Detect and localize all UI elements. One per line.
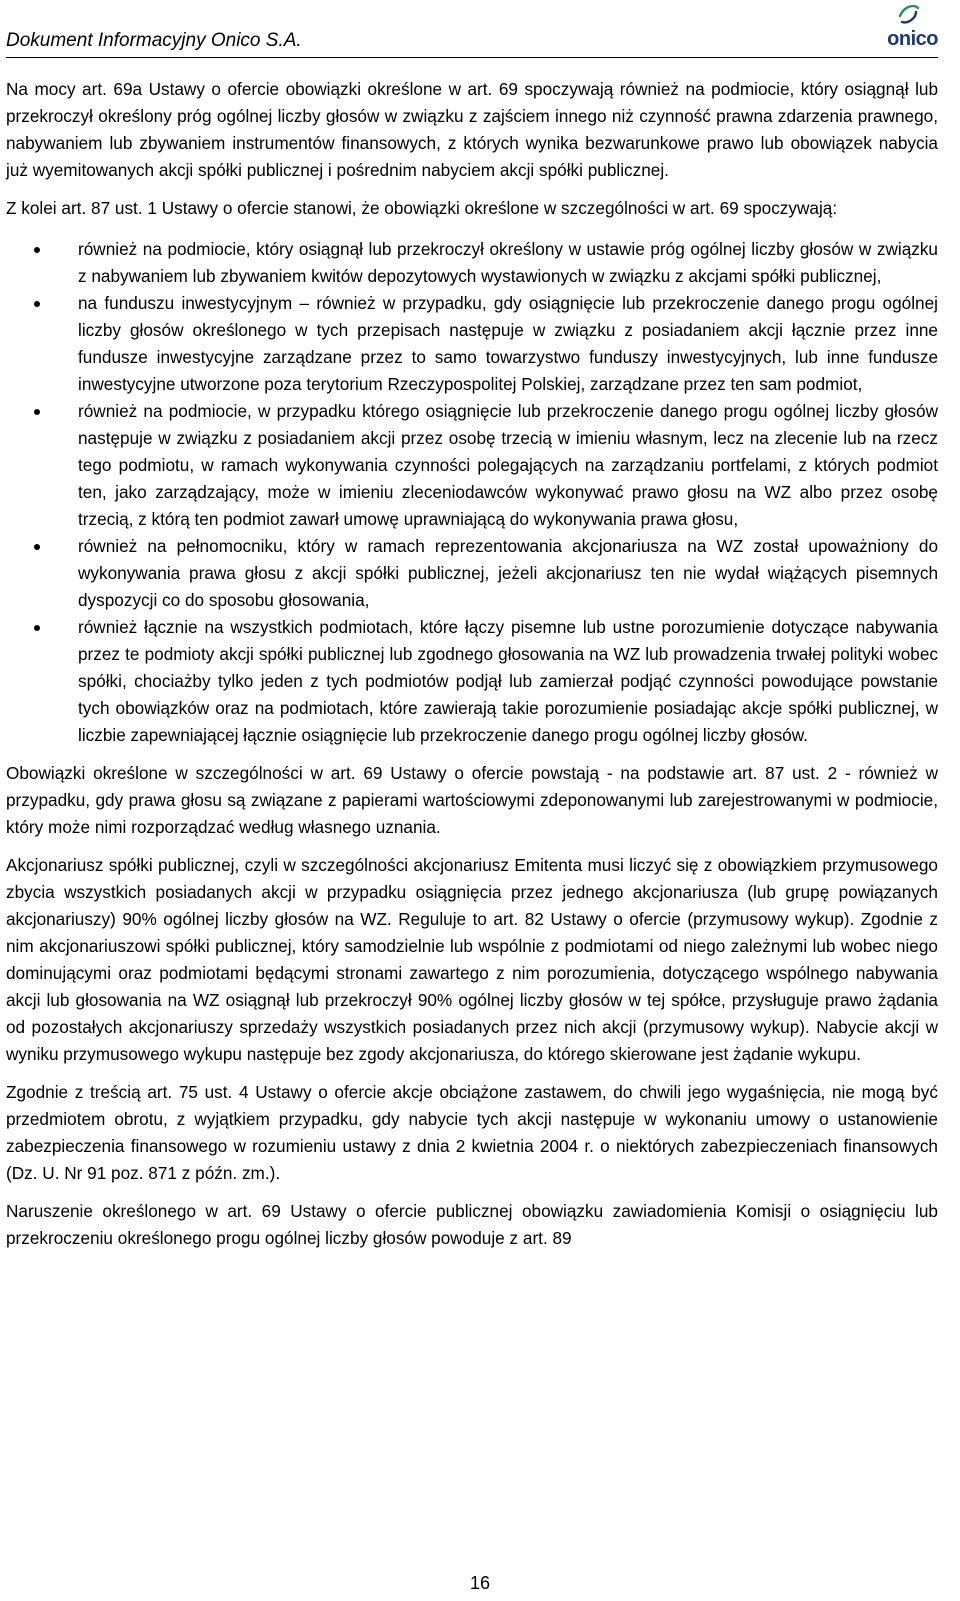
list-item-text: również łącznie na wszystkich podmiotach, które łączy pisemne lub ustne porozumienie dotyczące nabywania przez te podmioty akcji spółki publicznej lub zgodnego głosowania na WZ lub prowadzenia trwałej polityki wobec spółki, chociażby tylko jeden z tych podmiotów podjął lub zamierzał podjąć czynności powodujące powstanie tych obowiązków oraz na podmiotach, które zawierają takie porozumienie posiadając akcje spółki publicznej, w liczbie zapewniającej łącznie osiągnięcie lub przekroczenie danego progu ogólnej liczby głosów. [78, 617, 938, 745]
page-header [6, 0, 938, 58]
paragraph: Na mocy art. 69a Ustawy o ofercie obowiązki określone w art. 69 spoczywają również na podmiocie, który osiągnął lub przekroczył określony próg ogólnej liczby głosów w związku z zajściem innego niż czynność prawna zdarzenia prawnego, nabywaniem lub zbywaniem instrumentów finansowych, z których wynika bezwarunkowe prawo lub obowiązek nabycia już wyemitowanych akcji spółki publicznej i pośrednim nabyciem akcji spółki publicznej. [6, 79, 938, 180]
onico-logo-icon [896, 2, 922, 26]
list-item-text: również na podmiocie, w przypadku którego osiągnięcie lub przekroczenie danego progu ogólnej liczby głosów następuje w związku z posiadaniem akcji przez osobę trzecią w imieniu własnym, lecz na zlecenie lub na rzecz tego podmiotu, w ramach wykonywania czynności polegających na zarządzaniu portfelami, z których podmiot ten, jako zarządzający, może w imieniu zleceniodawców wykonywać prawo głosu na WZ albo przez osobę trzecią, z którą ten podmiot zawarł umowę uprawniającą do wykonywania prawa głosu, [78, 401, 938, 529]
bullet-icon [34, 247, 40, 253]
list-item-text: na funduszu inwestycyjnym – również w przypadku, gdy osiągnięcie lub przekroczenie danego progu ogólnej liczby głosów określonego w tych przepisach następuje w związku z posiadaniem akcji łącznie przez inne fundusze inwestycyjne zarządzane przez to samo towarzystwo funduszy inwestycyjnych, lub inne fundusze inwestycyjne utworzone poza terytorium Rzeczypospolitej Polskiej, zarządzane przez ten sam podmiot, [78, 293, 938, 394]
list-item [6, 533, 938, 614]
bullet-icon [34, 301, 40, 307]
logo-text: onico [887, 28, 938, 50]
paragraph: Naruszenie określonego w art. 69 Ustawy o ofercie publicznej obowiązku zawiadomienia Komisji o osiągnięciu lub przekroczeniu określonego progu ogólnej liczby głosów powoduje z art. 89 [6, 1201, 938, 1248]
list-item-text: również na pełnomocniku, który w ramach reprezentowania akcjonariusza na WZ został upoważniony do wykonywania prawa głosu z akcji spółki publicznej, jeżeli akcjonariusz ten nie wydał wiążących pisemnych dyspozycji co do sposobu głosowania, [78, 536, 938, 610]
list-item [6, 290, 938, 398]
paragraph: Zgodnie z treścią art. 75 ust. 4 Ustawy o ofercie akcje obciążone zastawem, do chwili jego wygaśnięcia, nie mogą być przedmiotem obrotu, z wyjątkiem przypadku, gdy nabycie tych akcji następuje w wykonaniu umowy o ustanowienie zabezpieczenia finansowego w rozumieniu ustawy z dnia 2 kwietnia 2004 r. o niektórych zabezpieczeniach finansowych (Dz. U. Nr 91 poz. 871 z późn. zm.). [6, 1082, 938, 1183]
list-item-text: również na podmiocie, który osiągnął lub przekroczył określony w ustawie próg ogólnej liczby głosów w związku z nabywaniem lub zbywaniem kwitów depozytowych wystawionych w związku z akcjami spółki publicznej, [78, 239, 938, 286]
paragraph: Obowiązki określone w szczególności w art. 69 Ustawy o ofercie powstają - na podstawie art. 87 ust. 2 - również w przypadku, gdy prawa głosu są związane z papierami wartościowymi zdeponowanymi lub zarejestrowanymi w podmiocie, który może nimi rozporządzać według własnego uznania. [6, 763, 938, 837]
list-item [6, 398, 938, 533]
list-item [6, 614, 938, 749]
bullet-icon [34, 409, 40, 415]
bullet-icon [34, 625, 40, 631]
bullet-icon [34, 544, 40, 550]
bullet-list [6, 236, 938, 749]
document-title: Dokument Informacyjny Onico S.A. [6, 30, 302, 51]
company-logo [874, 2, 938, 52]
page-number: 16 [469, 1573, 491, 1593]
paragraph: Akcjonariusz spółki publicznej, czyli w szczególności akcjonariusz Emitenta musi liczyć się z obowiązkiem przymusowego zbycia wszystkich posiadanych akcji w przypadku osiągnięcia przez jednego akcjonariusza (lub grupę powiązanych akcjonariuszy) 90% ogólnej liczby głosów na WZ. Reguluje to art. 82 Ustawy o ofercie (przymusowy wykup). Zgodnie z nim akcjonariuszowi spółki publicznej, który samodzielnie lub wspólnie z podmiotami od niego zależnymi lub wobec niego dominującymi oraz podmiotami będącymi stronami zawartego z nim porozumienia, dotyczącego wspólnego nabywania akcji lub głosowania na WZ osiągnął lub przekroczył 90% ogólnej liczby głosów w tej spółce, przysługuje prawo żądania od pozostałych akcjonariuszy sprzedaży wszystkich posiadanych przez nich akcji (przymusowy wykup). Nabycie akcji w wyniku przymusowego wykupu następuje bez zgody akcjonariusza, do którego skierowane jest żądanie wykupu. [6, 855, 938, 1064]
document-body [6, 76, 938, 1263]
paragraph: Z kolei art. 87 ust. 1 Ustawy o ofercie stanowi, że obowiązki określone w szczególności w art. 69 spoczywają: [6, 198, 838, 218]
list-item [6, 236, 938, 290]
